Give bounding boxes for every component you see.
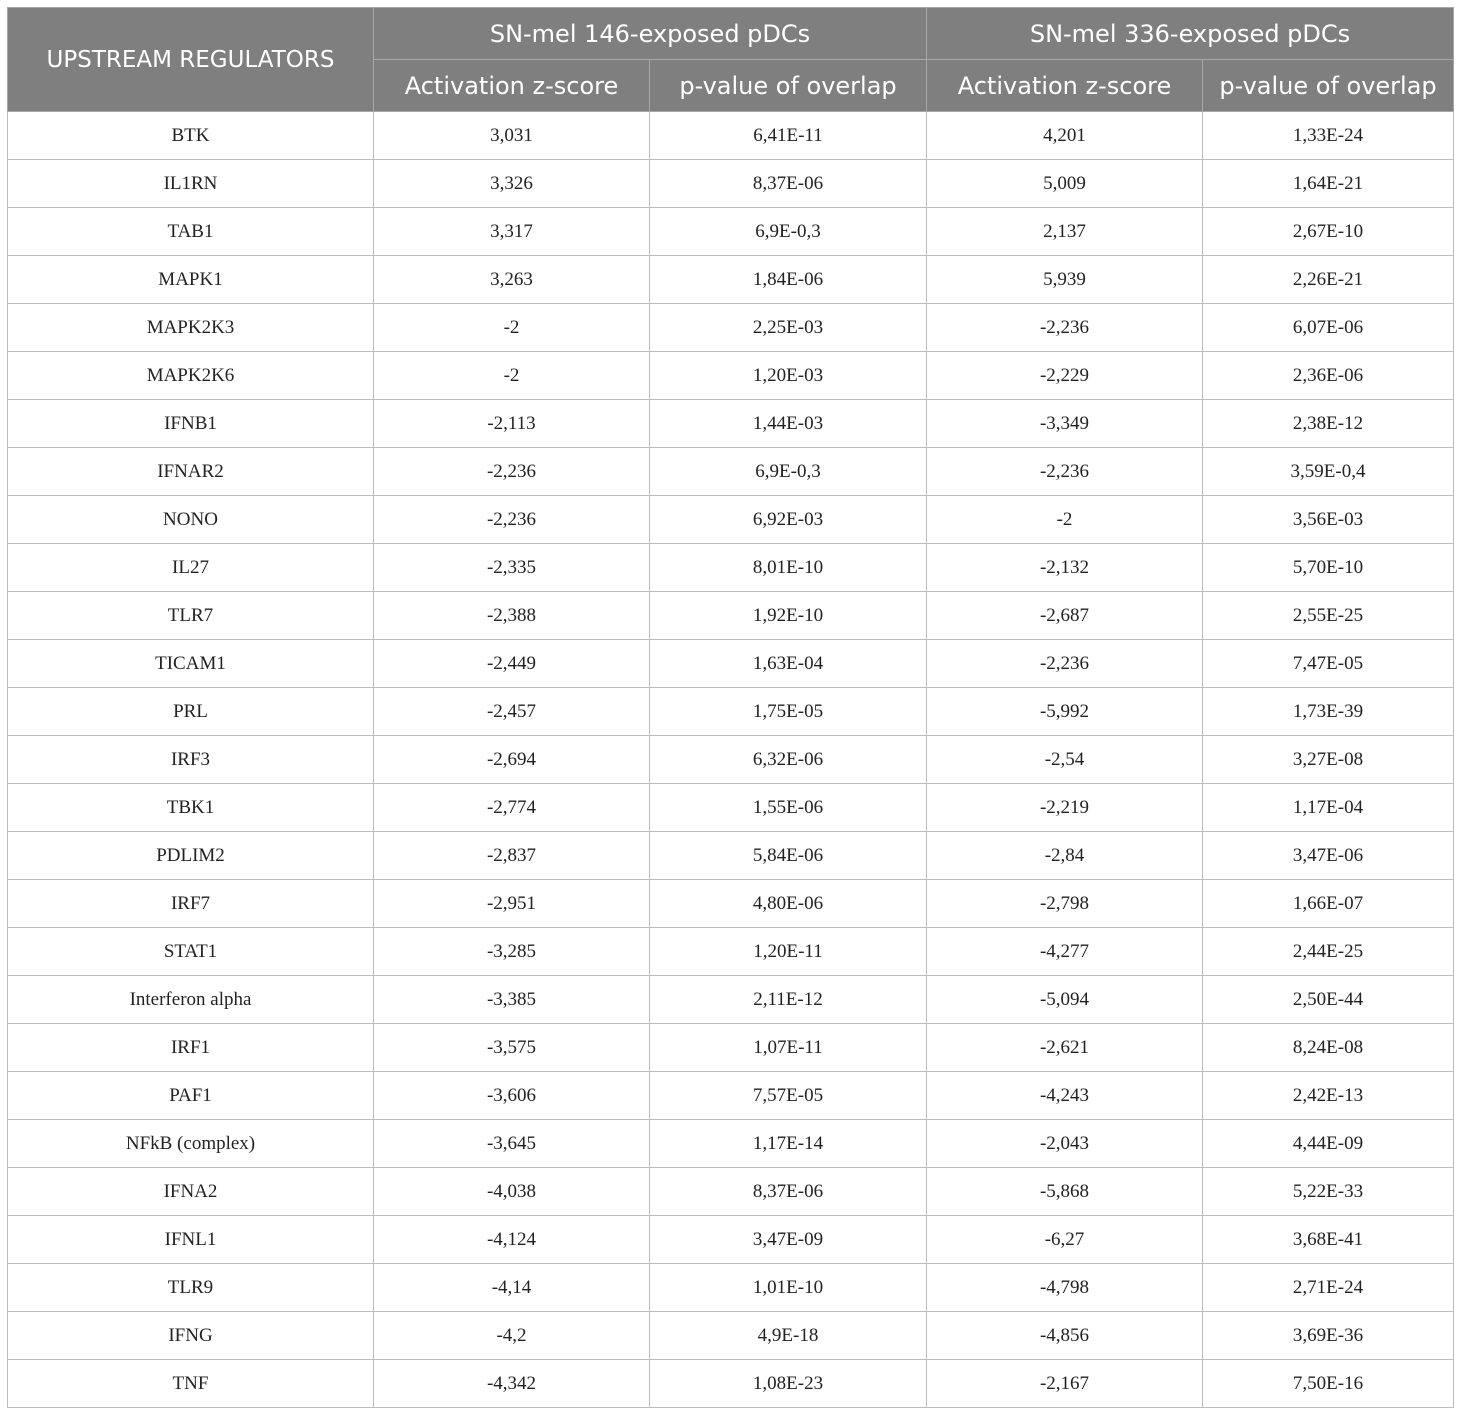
sn-mel-336-z-score-cell: -5,992 [927, 688, 1203, 736]
sn-mel-336-p-value-cell: 3,56E-03 [1203, 496, 1454, 544]
sn-mel-336-z-score-cell: -2,167 [927, 1360, 1203, 1408]
sn-mel-336-p-value-cell: 2,36E-06 [1203, 352, 1454, 400]
regulator-name-cell: PDLIM2 [8, 832, 374, 880]
table-row [8, 496, 1454, 544]
sn-mel-146-z-score-cell: 3,326 [374, 160, 650, 208]
sn-mel-146-p-value-cell: 4,9E-18 [650, 1312, 927, 1360]
sn-mel-146-z-score-cell: -2 [374, 304, 650, 352]
regulator-name-cell: MAPK1 [8, 256, 374, 304]
sn-mel-336-p-value-cell: 2,26E-21 [1203, 256, 1454, 304]
sn-mel-336-z-score-cell: 2,137 [927, 208, 1203, 256]
sn-mel-336-p-value-cell: 3,68E-41 [1203, 1216, 1454, 1264]
table-row [8, 688, 1454, 736]
table-row [8, 640, 1454, 688]
sn-mel-336-z-score-cell: -2,236 [927, 640, 1203, 688]
table-row [8, 208, 1454, 256]
table-row [8, 592, 1454, 640]
sn-mel-146-z-score-cell: -2,335 [374, 544, 650, 592]
table-row [8, 736, 1454, 784]
table-row [8, 1024, 1454, 1072]
table-row [8, 400, 1454, 448]
regulator-name-cell: STAT1 [8, 928, 374, 976]
sn-mel-146-p-value-cell: 1,20E-03 [650, 352, 927, 400]
sn-mel-336-p-value-cell: 7,50E-16 [1203, 1360, 1454, 1408]
table-row [8, 160, 1454, 208]
sn-mel-336-p-value-cell: 1,64E-21 [1203, 160, 1454, 208]
sn-mel-336-z-score-cell: -2 [927, 496, 1203, 544]
sn-mel-336-z-score-cell: 5,009 [927, 160, 1203, 208]
sn-mel-336-z-score-cell: -2,236 [927, 304, 1203, 352]
sn-mel-146-p-value-cell: 1,55E-06 [650, 784, 927, 832]
regulator-name-cell: NFkB (complex) [8, 1120, 374, 1168]
regulator-name-cell: TAB1 [8, 208, 374, 256]
regulator-name-cell: IFNG [8, 1312, 374, 1360]
sn-mel-336-p-value-cell: 5,22E-33 [1203, 1168, 1454, 1216]
table-row [8, 112, 1454, 160]
sn-mel-146-z-score-cell: -2,449 [374, 640, 650, 688]
sn-mel-336-z-score-cell: -6,27 [927, 1216, 1203, 1264]
header-group-sn-mel-336: SN-mel 336-exposed pDCs [927, 8, 1454, 60]
sn-mel-336-z-score-cell: -2,236 [927, 448, 1203, 496]
table-row [8, 784, 1454, 832]
sn-mel-336-z-score-cell: -2,219 [927, 784, 1203, 832]
sn-mel-146-z-score-cell: -2,457 [374, 688, 650, 736]
regulator-name-cell: NONO [8, 496, 374, 544]
sn-mel-336-p-value-cell: 6,07E-06 [1203, 304, 1454, 352]
table-row [8, 1072, 1454, 1120]
sn-mel-336-p-value-cell: 2,71E-24 [1203, 1264, 1454, 1312]
sn-mel-146-p-value-cell: 1,92E-10 [650, 592, 927, 640]
sn-mel-336-z-score-cell: -5,094 [927, 976, 1203, 1024]
regulator-name-cell: TNF [8, 1360, 374, 1408]
sn-mel-336-z-score-cell: -2,54 [927, 736, 1203, 784]
regulator-name-cell: MAPK2K6 [8, 352, 374, 400]
sn-mel-336-p-value-cell: 1,73E-39 [1203, 688, 1454, 736]
sn-mel-336-p-value-cell: 3,27E-08 [1203, 736, 1454, 784]
table-row [8, 304, 1454, 352]
sn-mel-336-z-score-cell: -2,043 [927, 1120, 1203, 1168]
sn-mel-336-p-value-cell: 2,67E-10 [1203, 208, 1454, 256]
header-146-p-value: p-value of overlap [650, 60, 927, 112]
sn-mel-336-z-score-cell: -3,349 [927, 400, 1203, 448]
sn-mel-336-p-value-cell: 8,24E-08 [1203, 1024, 1454, 1072]
table-row [8, 1168, 1454, 1216]
table-row [8, 976, 1454, 1024]
upstream-regulators-table [7, 7, 1454, 1408]
regulator-name-cell: TLR9 [8, 1264, 374, 1312]
sn-mel-146-p-value-cell: 6,9E-0,3 [650, 208, 927, 256]
table-header [8, 8, 1454, 112]
sn-mel-336-z-score-cell: -2,229 [927, 352, 1203, 400]
sn-mel-336-z-score-cell: 4,201 [927, 112, 1203, 160]
sn-mel-336-p-value-cell: 2,38E-12 [1203, 400, 1454, 448]
sn-mel-336-p-value-cell: 2,42E-13 [1203, 1072, 1454, 1120]
sn-mel-146-z-score-cell: -3,285 [374, 928, 650, 976]
sn-mel-146-p-value-cell: 6,41E-11 [650, 112, 927, 160]
table-row [8, 1264, 1454, 1312]
sn-mel-336-p-value-cell: 4,44E-09 [1203, 1120, 1454, 1168]
sn-mel-146-z-score-cell: -2 [374, 352, 650, 400]
sn-mel-336-p-value-cell: 2,50E-44 [1203, 976, 1454, 1024]
sn-mel-146-p-value-cell: 6,92E-03 [650, 496, 927, 544]
table-row [8, 352, 1454, 400]
table-row [8, 1312, 1454, 1360]
sn-mel-146-z-score-cell: -4,2 [374, 1312, 650, 1360]
sn-mel-336-z-score-cell: -2,798 [927, 880, 1203, 928]
regulator-name-cell: TICAM1 [8, 640, 374, 688]
regulator-name-cell: IRF7 [8, 880, 374, 928]
regulator-name-cell: Interferon alpha [8, 976, 374, 1024]
regulator-name-cell: TBK1 [8, 784, 374, 832]
regulator-name-cell: IFNA2 [8, 1168, 374, 1216]
sn-mel-336-p-value-cell: 3,59E-0,4 [1203, 448, 1454, 496]
sn-mel-146-z-score-cell: -2,236 [374, 496, 650, 544]
sn-mel-336-z-score-cell: -5,868 [927, 1168, 1203, 1216]
regulator-name-cell: IFNB1 [8, 400, 374, 448]
sn-mel-336-z-score-cell: 5,939 [927, 256, 1203, 304]
sn-mel-336-p-value-cell: 3,69E-36 [1203, 1312, 1454, 1360]
table-row [8, 928, 1454, 976]
sn-mel-146-p-value-cell: 3,47E-09 [650, 1216, 927, 1264]
sn-mel-146-z-score-cell: -2,694 [374, 736, 650, 784]
sn-mel-146-z-score-cell: -4,124 [374, 1216, 650, 1264]
sn-mel-336-z-score-cell: -2,687 [927, 592, 1203, 640]
header-upstream-regulators: UPSTREAM REGULATORS [8, 8, 374, 112]
sn-mel-146-p-value-cell: 1,01E-10 [650, 1264, 927, 1312]
regulator-name-cell: IRF1 [8, 1024, 374, 1072]
table-row [8, 1120, 1454, 1168]
table-row [8, 544, 1454, 592]
regulator-name-cell: IRF3 [8, 736, 374, 784]
sn-mel-146-p-value-cell: 1,20E-11 [650, 928, 927, 976]
sn-mel-146-p-value-cell: 2,11E-12 [650, 976, 927, 1024]
sn-mel-146-p-value-cell: 4,80E-06 [650, 880, 927, 928]
regulator-name-cell: TLR7 [8, 592, 374, 640]
sn-mel-146-z-score-cell: -3,606 [374, 1072, 650, 1120]
sn-mel-336-z-score-cell: -2,84 [927, 832, 1203, 880]
sn-mel-146-p-value-cell: 8,01E-10 [650, 544, 927, 592]
sn-mel-336-p-value-cell: 1,33E-24 [1203, 112, 1454, 160]
sn-mel-146-p-value-cell: 2,25E-03 [650, 304, 927, 352]
regulator-name-cell: IFNL1 [8, 1216, 374, 1264]
sn-mel-146-z-score-cell: -3,645 [374, 1120, 650, 1168]
sn-mel-146-p-value-cell: 5,84E-06 [650, 832, 927, 880]
sn-mel-146-z-score-cell: -4,14 [374, 1264, 650, 1312]
sn-mel-336-z-score-cell: -4,798 [927, 1264, 1203, 1312]
sn-mel-146-p-value-cell: 1,07E-11 [650, 1024, 927, 1072]
sn-mel-336-p-value-cell: 7,47E-05 [1203, 640, 1454, 688]
sn-mel-146-z-score-cell: -4,038 [374, 1168, 650, 1216]
sn-mel-336-z-score-cell: -4,856 [927, 1312, 1203, 1360]
sn-mel-336-z-score-cell: -2,621 [927, 1024, 1203, 1072]
header-146-activation-z-score: Activation z-score [374, 60, 650, 112]
sn-mel-146-p-value-cell: 1,44E-03 [650, 400, 927, 448]
sn-mel-146-z-score-cell: -2,388 [374, 592, 650, 640]
sn-mel-146-z-score-cell: -3,575 [374, 1024, 650, 1072]
regulator-name-cell: BTK [8, 112, 374, 160]
sn-mel-336-p-value-cell: 1,17E-04 [1203, 784, 1454, 832]
sn-mel-336-z-score-cell: -2,132 [927, 544, 1203, 592]
sn-mel-336-z-score-cell: -4,277 [927, 928, 1203, 976]
sn-mel-146-z-score-cell: 3,263 [374, 256, 650, 304]
sn-mel-146-p-value-cell: 1,63E-04 [650, 640, 927, 688]
sn-mel-146-z-score-cell: -4,342 [374, 1360, 650, 1408]
sn-mel-146-z-score-cell: -2,837 [374, 832, 650, 880]
sn-mel-146-p-value-cell: 8,37E-06 [650, 1168, 927, 1216]
sn-mel-146-p-value-cell: 1,84E-06 [650, 256, 927, 304]
sn-mel-336-p-value-cell: 1,66E-07 [1203, 880, 1454, 928]
table-row [8, 832, 1454, 880]
sn-mel-146-z-score-cell: -3,385 [374, 976, 650, 1024]
sn-mel-336-p-value-cell: 3,47E-06 [1203, 832, 1454, 880]
header-group-sn-mel-146: SN-mel 146-exposed pDCs [374, 8, 927, 60]
sn-mel-336-z-score-cell: -4,243 [927, 1072, 1203, 1120]
sn-mel-146-z-score-cell: -2,236 [374, 448, 650, 496]
table-row [8, 880, 1454, 928]
header-row-groups [8, 8, 1454, 60]
table-row [8, 1360, 1454, 1408]
sn-mel-146-z-score-cell: -2,113 [374, 400, 650, 448]
sn-mel-336-p-value-cell: 2,55E-25 [1203, 592, 1454, 640]
sn-mel-336-p-value-cell: 2,44E-25 [1203, 928, 1454, 976]
sn-mel-146-z-score-cell: -2,951 [374, 880, 650, 928]
table-body [8, 112, 1454, 1408]
sn-mel-146-z-score-cell: 3,031 [374, 112, 650, 160]
regulator-name-cell: IFNAR2 [8, 448, 374, 496]
regulator-name-cell: PAF1 [8, 1072, 374, 1120]
header-336-p-value: p-value of overlap [1203, 60, 1454, 112]
regulator-name-cell: MAPK2K3 [8, 304, 374, 352]
sn-mel-146-z-score-cell: -2,774 [374, 784, 650, 832]
header-336-activation-z-score: Activation z-score [927, 60, 1203, 112]
sn-mel-146-p-value-cell: 6,9E-0,3 [650, 448, 927, 496]
sn-mel-146-p-value-cell: 1,75E-05 [650, 688, 927, 736]
sn-mel-146-p-value-cell: 6,32E-06 [650, 736, 927, 784]
sn-mel-146-p-value-cell: 7,57E-05 [650, 1072, 927, 1120]
sn-mel-336-p-value-cell: 5,70E-10 [1203, 544, 1454, 592]
table-row [8, 448, 1454, 496]
sn-mel-146-p-value-cell: 8,37E-06 [650, 160, 927, 208]
regulator-name-cell: IL1RN [8, 160, 374, 208]
table-row [8, 256, 1454, 304]
sn-mel-146-p-value-cell: 1,17E-14 [650, 1120, 927, 1168]
regulator-name-cell: PRL [8, 688, 374, 736]
regulator-name-cell: IL27 [8, 544, 374, 592]
sn-mel-146-p-value-cell: 1,08E-23 [650, 1360, 927, 1408]
sn-mel-146-z-score-cell: 3,317 [374, 208, 650, 256]
table-row [8, 1216, 1454, 1264]
